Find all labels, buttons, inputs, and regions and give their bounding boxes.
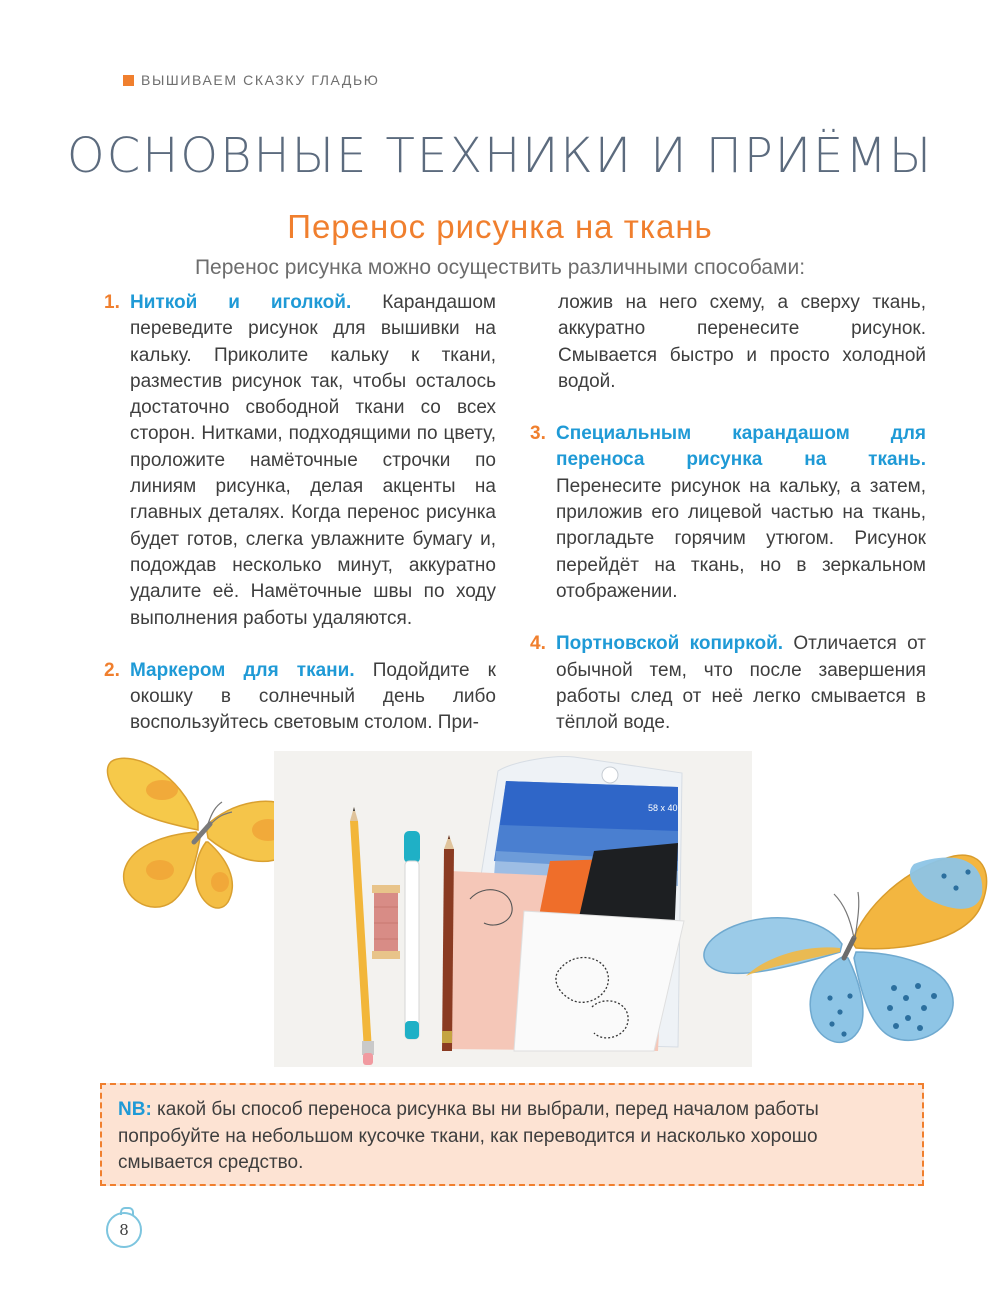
section-subtitle: Перенос рисунка можно осуществить различными способами: — [194, 256, 806, 279]
page-number — [106, 1212, 142, 1248]
method-lead: Специальным карандашом для переноса рисунка на ткань. — [556, 423, 926, 471]
page-ring-icon — [120, 1207, 134, 1215]
fabric-marker — [404, 831, 420, 1039]
right-column — [530, 290, 926, 762]
method-item-2 — [104, 658, 496, 737]
page-number-label: 8 — [119, 1221, 129, 1239]
section-tag-label: ВЫШИВАЕМ СКАЗКУ ГЛАДЬЮ — [141, 72, 380, 88]
method-number: 1. — [104, 292, 120, 313]
section-title: Перенос рисунка на ткань — [287, 208, 713, 245]
package-size-label: 58 x 40 — [648, 803, 678, 813]
method-lead: Ниткой и иголкой. — [130, 292, 352, 313]
method-text: Перенесите рисунок на кальку, а затем, приложив его лицевой частью на ткань, прогладьте горячим утюгом. Рисунок перейдёт на ткань, но в зеркальном отображении. — [556, 475, 926, 602]
butterfly-blue-icon — [694, 848, 994, 1054]
method-number: 2. — [104, 659, 120, 681]
page-title: ОСНОВНЫЕ ТЕХНИКИ И ПРИЁМЫ — [66, 128, 934, 184]
nb-label: NB: — [118, 1099, 152, 1120]
method-item-3 — [530, 421, 926, 605]
method-text: Карандашом переведите рисунок для вышивки на кальку. Приколите кальку к ткани, разместив рисунок так, чтобы осталось достаточно свободной ткани со всех сторон. Нитками, подходящими по цвету, проложите намёточные строчки по линиям рисунка, делая акценты на главных деталях. Когда перенос рисунка будет готов, слегка увлажните бумагу и, подождав несколько минут, аккуратно удалите её. Намёточные швы по ходу выполнения работы удаляются. — [130, 292, 496, 629]
thread-spool — [372, 885, 400, 959]
supplies-photo — [274, 751, 752, 1067]
method-item-4 — [530, 631, 926, 736]
nb-note — [100, 1083, 924, 1186]
section-tag — [123, 72, 380, 88]
method-number: 4. — [530, 633, 546, 655]
method-text: Отличается от обычной тем, что после завершения работы след от неё легко смывается в тёплой воде. — [556, 633, 926, 734]
nb-text: какой бы способ переноса рисунка вы ни выбрали, перед началом работы попробуйте на небольшом кусочке ткани, как переводится и насколько хорошо смывается средство. — [118, 1099, 819, 1173]
method-item-1 — [104, 290, 496, 632]
left-column — [104, 290, 496, 763]
method-text: Подойдите к окошку в солнечный день либо воспользуйтесь световым столом. При- — [130, 659, 496, 734]
method-lead: Маркером для ткани. — [130, 659, 355, 681]
method-number: 3. — [530, 423, 546, 445]
orange-square-icon — [123, 75, 134, 86]
method-2-continuation: ложив на него схему, а сверху ткань, аккуратно перенесите рисунок. Смывается быстро и просто холодной водой. — [558, 292, 926, 392]
method-lead: Портновской копиркой. — [556, 633, 784, 655]
